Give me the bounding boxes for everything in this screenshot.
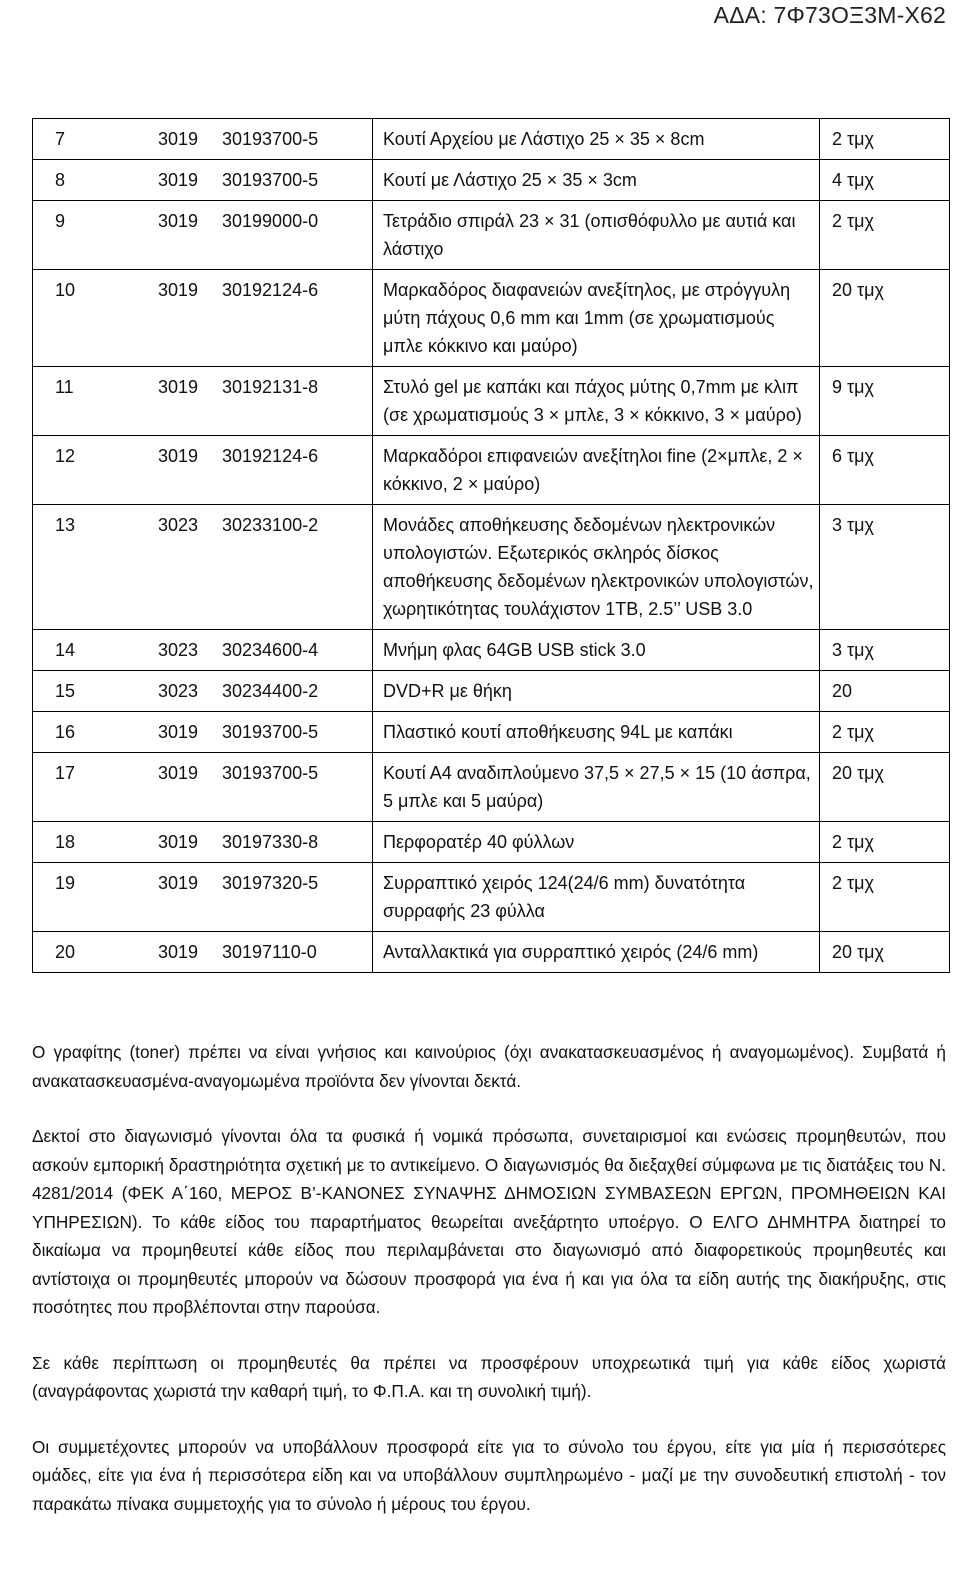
item-description: Κουτί Α4 αναδιπλούμενο 37,5 × 27,5 × 15 (10 άσπρα, 5 μπλε και 5 μαύρα): [373, 753, 820, 822]
item-description: Περφορατέρ 40 φύλλων: [373, 822, 820, 863]
category-code: 3019: [158, 201, 222, 270]
cpv-code: 30193700-5: [222, 119, 373, 160]
item-number: 17: [33, 753, 159, 822]
cpv-code: 30193700-5: [222, 712, 373, 753]
category-code: 3019: [158, 712, 222, 753]
item-number: 11: [33, 367, 159, 436]
item-quantity: 4 τμχ: [820, 160, 950, 201]
item-quantity: 20: [820, 671, 950, 712]
document-code: ΑΔΑ: 7Φ73ΟΞ3Μ-Χ62: [713, 2, 946, 28]
item-description: Τετράδιο σπιράλ 23 × 31 (οπισθόφυλλο με αυτιά και λάστιχο: [373, 201, 820, 270]
category-code: 3023: [158, 671, 222, 712]
paragraph: Οι συμμετέχοντες μπορούν να υποβάλλουν προσφορά είτε για το σύνολο του έργου, είτε για μία ή περισσότερες ομάδες, είτε για ένα ή περισσότερα είδη και να υποβάλλουν συμπληρωμένο - μαζί με την συνοδευτική επιστολή - τον παρακάτω πίνακα συμμετοχής για το σύνολο ή μέρους του έργου.: [32, 1436, 946, 1514]
paragraph: Ο γραφίτης (toner) πρέπει να είναι γνήσιος και καινούριος (όχι ανακατασκευασμένος ή αναγομωμένος). Συμβατά ή ανακατασκευασμένα-αναγομωμένα προϊόντα δεν γίνονται δεκτά.: [32, 1042, 946, 1091]
cpv-code: 30199000-0: [222, 201, 373, 270]
item-quantity: 6 τμχ: [820, 436, 950, 505]
item-number: 8: [33, 160, 159, 201]
table-row: [33, 712, 950, 753]
table-row: [33, 201, 950, 270]
table-row: [33, 753, 950, 822]
item-description: Μαρκαδόρος διαφανειών ανεξίτηλος, με στρόγγυλη μύτη πάχους 0,6 mm και 1mm (σε χρωματισμούς μπλε κόκκινο και μαύρο): [373, 270, 820, 367]
cpv-code: 30193700-5: [222, 753, 373, 822]
table-row: [33, 505, 950, 630]
item-quantity: 20 τμχ: [820, 753, 950, 822]
item-description: Στυλό gel με καπάκι και πάχος μύτης 0,7mm με κλιπ (σε χρωματισμούς 3 × μπλε, 3 × κόκκινο, 3 × μαύρο): [373, 367, 820, 436]
item-description: Μονάδες αποθήκευσης δεδομένων ηλεκτρονικών υπολογιστών. Εξωτερικός σκληρός δίσκος αποθήκευσης δεδομένων ηλεκτρονικών υπολογιστών, χωρητικότητας τουλάχιστον 1TB, 2.5’’ USB 3.0: [373, 505, 820, 630]
cpv-code: 30197330-8: [222, 822, 373, 863]
category-code: 3019: [158, 270, 222, 367]
item-quantity: 3 τμχ: [820, 630, 950, 671]
item-description: Πλαστικό κουτί αποθήκευσης 94L με καπάκι: [373, 712, 820, 753]
item-quantity: 20 τμχ: [820, 270, 950, 367]
item-description: DVD+R με θήκη: [373, 671, 820, 712]
item-number: 10: [33, 270, 159, 367]
paragraph: Σε κάθε περίπτωση οι προμηθευτές θα πρέπει να προσφέρουν υποχρεωτικά τιμή για κάθε είδος χωριστά (αναγράφοντας χωριστά την καθαρή τιμή, το Φ.Π.Α. και τη συνολική τιμή).: [32, 1352, 946, 1401]
item-quantity: 2 τμχ: [820, 863, 950, 932]
item-description: Μαρκαδόροι επιφανειών ανεξίτηλοι fine (2×μπλε, 2 × κόκκινο, 2 × μαύρο): [373, 436, 820, 505]
item-number: 16: [33, 712, 159, 753]
item-description: Κουτί με Λάστιχο 25 × 35 × 3cm: [373, 160, 820, 201]
item-number: 20: [33, 932, 159, 973]
item-number: 9: [33, 201, 159, 270]
paragraph: Δεκτοί στο διαγωνισμό γίνονται όλα τα φυσικά ή νομικά πρόσωπα, συνεταιρισμοί και ενώσεις προμηθευτών, που ασκούν εμπορική δραστηριότητα σχετική με το αντικείμενο. Ο διαγωνισμός θα διεξαχθεί σύμφωνα με τις διατάξεις του Ν. 4281/2014 (ΦΕΚ Α΄160, ΜΕΡΟΣ Β’-ΚΑΝΟΝΕΣ ΣΥΝΑΨΗΣ ΔΗΜΟΣΙΩΝ ΣΥΜΒΑΣΕΩΝ ΕΡΓΩΝ, ΠΡΟΜΗΘΕΙΩΝ ΚΑΙ ΥΠΗΡΕΣΙΩΝ). Το κάθε είδος του παραρτήματος θεωρείται ανεξάρτητο υποέργο. Ο ΕΛΓΟ ΔΗΜΗΤΡΑ διατηρεί το δικαίωμα να προμηθευτεί κάθε είδος που περιλαμβάνεται στο διαγωνισμό από διαφορετικούς προμηθευτές και αντίστοιχα οι προμηθευτές μπορούν να δώσουν προσφορά για ένα ή και για όλα τα είδη αυτής της διακήρυξης, στις ποσότητες που προβλέπονται στην παρούσα.: [32, 1126, 946, 1317]
item-number: 13: [33, 505, 159, 630]
item-quantity: 2 τμχ: [820, 201, 950, 270]
item-number: 19: [33, 863, 159, 932]
items-table: [32, 118, 950, 973]
category-code: 3023: [158, 630, 222, 671]
item-number: 15: [33, 671, 159, 712]
table-row: [33, 270, 950, 367]
cpv-code: 30234600-4: [222, 630, 373, 671]
cpv-code: 30197110-0: [222, 932, 373, 973]
category-code: 3019: [158, 863, 222, 932]
table-row: [33, 671, 950, 712]
category-code: 3019: [158, 367, 222, 436]
table-row: [33, 367, 950, 436]
cpv-code: 30192124-6: [222, 270, 373, 367]
item-description: Μνήμη φλας 64GB USB stick 3.0: [373, 630, 820, 671]
body-text: [32, 1038, 946, 1545]
item-quantity: 2 τμχ: [820, 712, 950, 753]
item-number: 7: [33, 119, 159, 160]
cpv-code: 30192124-6: [222, 436, 373, 505]
table-row: [33, 822, 950, 863]
cpv-code: 30197320-5: [222, 863, 373, 932]
cpv-code: 30233100-2: [222, 505, 373, 630]
item-quantity: 2 τμχ: [820, 119, 950, 160]
item-quantity: 3 τμχ: [820, 505, 950, 630]
table-row: [33, 119, 950, 160]
cpv-code: 30192131-8: [222, 367, 373, 436]
cpv-code: 30193700-5: [222, 160, 373, 201]
category-code: 3019: [158, 160, 222, 201]
table-row: [33, 863, 950, 932]
category-code: 3019: [158, 753, 222, 822]
category-code: 3019: [158, 119, 222, 160]
table-row: [33, 436, 950, 505]
cpv-code: 30234400-2: [222, 671, 373, 712]
category-code: 3019: [158, 436, 222, 505]
item-quantity: 20 τμχ: [820, 932, 950, 973]
category-code: 3023: [158, 505, 222, 630]
table-row: [33, 630, 950, 671]
category-code: 3019: [158, 822, 222, 863]
category-code: 3019: [158, 932, 222, 973]
item-description: Κουτί Αρχείου με Λάστιχο 25 × 35 × 8cm: [373, 119, 820, 160]
item-description: Συρραπτικό χειρός 124(24/6 mm) δυνατότητα συρραφής 23 φύλλα: [373, 863, 820, 932]
item-quantity: 9 τμχ: [820, 367, 950, 436]
item-number: 18: [33, 822, 159, 863]
table-row: [33, 160, 950, 201]
item-number: 12: [33, 436, 159, 505]
item-number: 14: [33, 630, 159, 671]
item-description: Ανταλλακτικά για συρραπτικό χειρός (24/6 mm): [373, 932, 820, 973]
item-quantity: 2 τμχ: [820, 822, 950, 863]
table-row: [33, 932, 950, 973]
